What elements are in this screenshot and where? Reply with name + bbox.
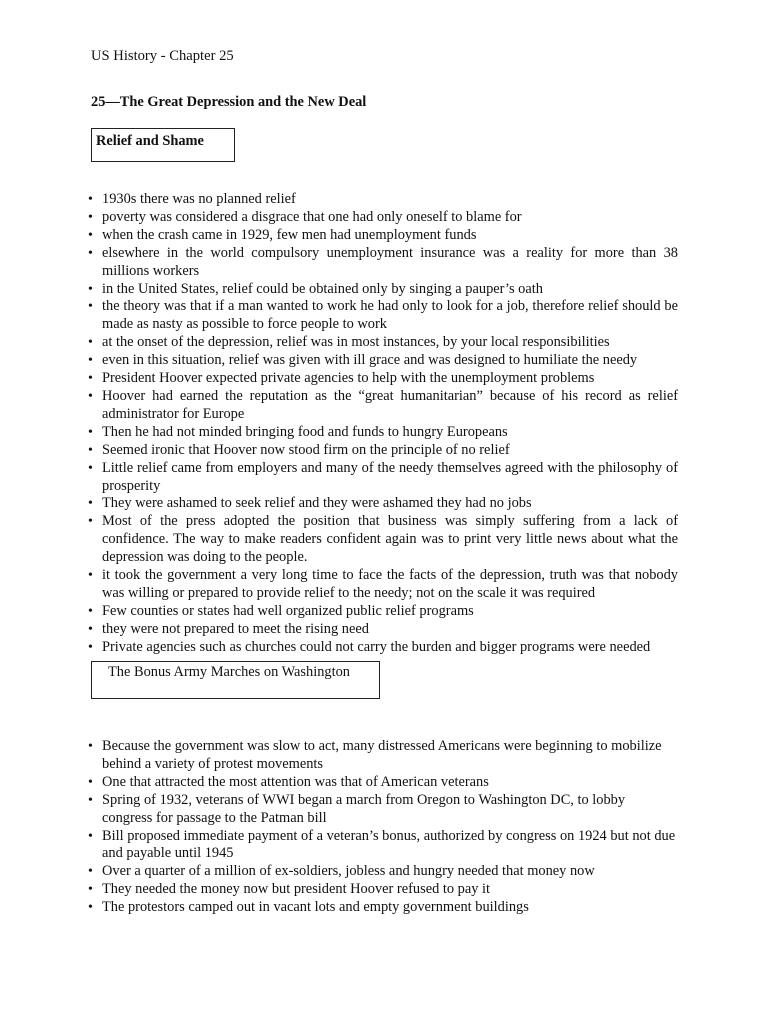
list-item bbox=[88, 738, 678, 774]
list-item-text: Few counties or states had well organized public relief programs bbox=[102, 602, 474, 619]
bullet-icon: • bbox=[88, 621, 93, 637]
section-heading: The Bonus Army Marches on Washington bbox=[108, 664, 350, 680]
list-item bbox=[88, 863, 678, 881]
list-item bbox=[88, 495, 678, 513]
bullet-icon: • bbox=[88, 828, 93, 844]
list-item-text: Private agencies such as churches could not carry the burden and bigger programs were needed bbox=[102, 638, 651, 655]
bullet-list bbox=[88, 191, 678, 657]
list-item bbox=[88, 370, 678, 388]
list-item-text: Because the government was slow to act, many distressed Americans were beginning to mobilize behind a variety of protest movements bbox=[102, 738, 662, 772]
list-item bbox=[88, 513, 678, 567]
bullet-icon: • bbox=[88, 900, 93, 916]
list-item-text: in the United States, relief could be obtained only by singing a pauper’s oath bbox=[102, 280, 543, 297]
bullet-icon: • bbox=[88, 227, 93, 243]
section-heading: Relief and Shame bbox=[96, 133, 204, 149]
list-item bbox=[88, 602, 678, 621]
list-item-text: they were not prepared to meet the rising need bbox=[102, 620, 369, 637]
bullet-icon: • bbox=[88, 514, 93, 530]
bullet-icon: • bbox=[88, 353, 93, 369]
list-item-text: Bill proposed immediate payment of a veteran’s bonus, authorized by congress on 1924 but not due and payable until 1945 bbox=[102, 827, 676, 862]
bullet-icon: • bbox=[88, 639, 93, 655]
list-item bbox=[88, 352, 678, 370]
list-item-text: Then he had not minded bringing food and funds to hungry Europeans bbox=[102, 423, 508, 440]
list-item bbox=[88, 441, 678, 460]
list-item bbox=[88, 423, 678, 442]
bullet-icon: • bbox=[88, 792, 93, 808]
list-item-text: even in this situation, relief was given with ill grace and was designed to humiliate the needy bbox=[102, 352, 638, 369]
bullet-list bbox=[88, 738, 678, 917]
bullet-icon: • bbox=[88, 371, 93, 387]
bullet-icon: • bbox=[88, 603, 93, 619]
list-item bbox=[88, 280, 678, 299]
bullet-icon: • bbox=[88, 442, 93, 458]
bullet-icon: • bbox=[88, 335, 93, 351]
course-title: US History - Chapter 25 bbox=[91, 48, 234, 64]
chapter-title: 25—The Great Depression and the New Deal bbox=[91, 94, 367, 110]
list-item-text: Little relief came from employers and many of the needy themselves agreed with the philosophy of prosperity bbox=[102, 459, 678, 494]
list-item bbox=[88, 208, 678, 227]
list-item-text: They were ashamed to seek relief and they were ashamed they had no jobs bbox=[102, 495, 532, 512]
list-item-text: Most of the press adopted the position that business was simply suffering from a lack of confidence. The way to make readers confident again was to print very little news about what the depression was doing to the people. bbox=[102, 513, 678, 566]
list-item-text: when the crash came in 1929, few men had unemployment funds bbox=[102, 226, 477, 243]
list-item-text: Hoover had earned the reputation as the “great humanitarian” because of his record as relief administrator for Europe bbox=[102, 387, 678, 422]
bullet-icon: • bbox=[88, 460, 93, 476]
list-item-text: The protestors camped out in vacant lots and empty government buildings bbox=[102, 899, 529, 916]
list-item-text: Seemed ironic that Hoover now stood firm on the principle of no relief bbox=[102, 441, 510, 458]
list-item bbox=[88, 387, 678, 424]
bullet-icon: • bbox=[88, 864, 93, 880]
list-item bbox=[88, 827, 678, 864]
list-item bbox=[88, 881, 678, 899]
list-item bbox=[88, 298, 678, 334]
bullet-icon: • bbox=[88, 192, 93, 207]
list-item-text: One that attracted the most attention was that of American veterans bbox=[102, 773, 489, 790]
section-heading-box bbox=[91, 128, 235, 162]
list-item bbox=[88, 567, 678, 603]
list-item-text: the theory was that if a man wanted to work he had only to look for a job, therefore relief should be made as nasty as possible to force people to work bbox=[102, 298, 678, 333]
list-item bbox=[88, 334, 678, 352]
bullet-icon: • bbox=[88, 882, 93, 898]
list-item-text: President Hoover expected private agencies to help with the unemployment problems bbox=[102, 370, 595, 387]
bullet-icon: • bbox=[88, 496, 93, 512]
bullet-icon: • bbox=[88, 424, 93, 440]
list-item-text: poverty was considered a disgrace that one had only oneself to blame for bbox=[102, 208, 522, 225]
bullet-icon: • bbox=[88, 774, 93, 790]
bullet-icon: • bbox=[88, 568, 93, 584]
list-item-text: Spring of 1932, veterans of WWI began a march from Oregon to Washington DC, to lobby congress for passage to the Patman bill bbox=[102, 791, 626, 826]
list-item bbox=[88, 791, 678, 828]
list-item-text: it took the government a very long time to face the facts of the depression, truth was that nobody was willing or prepared to provide relief to the needy; not on the scale it was required bbox=[102, 567, 678, 601]
bullet-icon: • bbox=[88, 209, 93, 225]
list-item-text: They needed the money now but president Hoover refused to pay it bbox=[102, 881, 491, 898]
list-item bbox=[88, 620, 678, 639]
list-item bbox=[88, 191, 678, 209]
list-item bbox=[88, 226, 678, 245]
list-item-text: elsewhere in the world compulsory unemployment insurance was a reality for more than 38 millions workers bbox=[102, 244, 678, 279]
bullet-icon: • bbox=[88, 739, 93, 754]
list-item bbox=[88, 459, 678, 496]
list-item-text: 1930s there was no planned relief bbox=[102, 191, 296, 207]
bullet-icon: • bbox=[88, 299, 93, 315]
bullet-icon: • bbox=[88, 245, 93, 261]
bullet-icon: • bbox=[88, 388, 93, 404]
list-item bbox=[88, 773, 678, 792]
list-item-text: Over a quarter of a million of ex-soldiers, jobless and hungry needed that money now bbox=[102, 863, 595, 880]
list-item bbox=[88, 899, 678, 917]
section-heading-box bbox=[91, 661, 380, 699]
list-item bbox=[88, 244, 678, 281]
list-item bbox=[88, 638, 678, 657]
list-item-text: at the onset of the depression, relief was in most instances, by your local responsibilities bbox=[102, 334, 610, 351]
bullet-icon: • bbox=[88, 281, 93, 297]
